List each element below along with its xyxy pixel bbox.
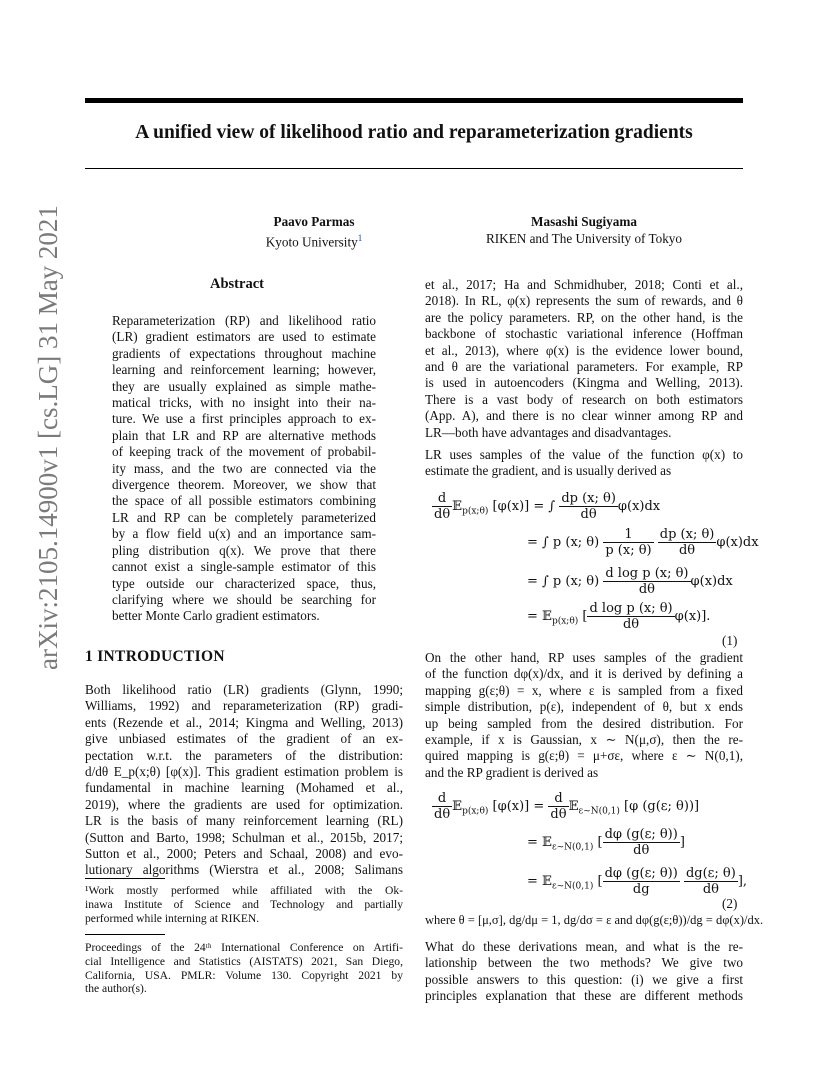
arxiv-sidebar-identifier: arXiv:2105.14900v1 [cs.LG] 31 May 2021 [33,205,63,670]
text-line: is used in autoencoders (Kingma and Welling, 2013). [425,375,743,391]
abstract-line: they are usually explained as simple mathe- [112,378,376,394]
text-line: et al., 2013), where φ(x) is the evidence lower bound, [425,342,743,358]
equation-1-line-2: = ∫ p (x; θ) $\frac{1}{p (x; \theta)}$ $\frac{dp (x; \theta)}{d\theta}$ φ(x)dx [527,527,759,558]
author-block-1 [164,213,464,250]
footnote-rule [85,878,165,879]
text-line: possible answers to this question: (i) we give a first [425,971,743,987]
title-top-rule [85,98,743,103]
abstract-heading: Abstract [210,276,264,292]
equation-2-number: (2) [722,896,738,911]
title-bottom-rule [85,168,743,169]
equation-1-line-4: = 𝔼$_{p(x;\theta)}$ [ $\frac{\text{d log p (x; θ)}}{d\theta}$ φ(x)]. [527,601,711,632]
intro-line: LR is the basis of many reinforcement learning (RL) [85,813,403,829]
abstract-line: gradients of expectations throughout machine [112,345,376,361]
abstract-line: type outside our characterized space, thus, [112,575,376,591]
abstract-line: clarifying where we should be searching for [112,591,376,607]
footnote-line: ¹Work mostly performed while affiliated with the Ok- [85,884,403,897]
intro-line: d/dθ E_p(x;θ) [φ(x)]. This gradient estimation problem is [85,764,403,780]
text-line: There is a vast body of research on both estimators [425,391,743,407]
equation-2-line-2: = 𝔼$_{\varepsilon\sim N(0,1)}$ [ $\frac{d\varphi (g(\varepsilon; \theta))}{d\theta}$ ] [527,827,685,858]
text-line: are the policy parameters. RP, on the other hand, is the [425,309,743,325]
abstract-line: divergence theorem. Moreover, we show that [112,477,376,493]
text-line: backbone of stochastic variational inference (Hoffman [425,326,743,342]
proceedings-line: cial Intelligence and Statistics (AISTATS) 2021, San Diego, [85,954,403,968]
text-line: example, if x is Gaussian, x ∼ N(μ,σ), then the re- [425,732,743,748]
text-line: lationship between the two methods? We give two [425,955,743,971]
abstract-line: plain that LR and RP are alternative methods [112,427,376,443]
abstract-line: of keeping track of the movement of probabil- [112,444,376,460]
abstract-line: matical tricks, with no insight into their na- [112,395,376,411]
footnote-line: inawa Institute of Science and Technology and partially [85,897,403,911]
intro-line: Williams, 1992) and reparameterization (RP) gradi- [85,698,403,714]
text-line: where θ = [μ,σ], dg/dμ = 1, dg/dσ = ε and dφ(g(ε;θ))/dg = dφ(x)/dx. [425,913,764,927]
text-line: simple distribution, p(ε), independent of θ, but x ends [425,699,743,715]
proceedings-line: the author(s). [85,982,147,996]
abstract-line: Reparameterization (RP) and likelihood ratio [112,313,376,328]
abstract-line: ity mass, and the two are connected via the [112,460,376,476]
equation-1-line-3: = ∫ p (x; θ) $\frac{\text{d log p (x; θ)}}{d\theta}$ φ(x)dx [527,566,733,597]
intro-line: fundamental in machine learning (Mohamed et al., [85,780,403,796]
text-line: estimate the gradient, and is usually derived as [425,463,672,479]
equation-2-line-1: $\frac{d}{d\theta}$ 𝔼$_{p(x;\theta)}$ [φ(x)] = $\frac{d}{d\theta}$ 𝔼$_{\varepsilon\sim N(0,1)}$ [φ (g(ε; θ))] [434,791,700,822]
equation-2-line-3: = 𝔼$_{\varepsilon\sim N(0,1)}$ [ $\frac{d\varphi (g(\varepsilon; \theta))}{dg}$ $\frac{dg(\varepsilon; \theta)}{d\theta}$ ], [527,866,748,897]
right-paragraph-1 [425,277,743,441]
abstract-line: the space of all possible estimators combining [112,493,376,509]
intro-line: (Sutton and Barto, 1998; Schulman et al., 2015b, 2017; [85,829,403,845]
abstract-line: ture. We use a first principles approach to ex- [112,411,376,427]
text-line: et al., 2017; Ha and Schmidhuber, 2018; Conti et al., [425,277,743,292]
proceedings-rule [85,934,165,935]
intro-line: 2019), where the gradients are used for optimization. [85,796,403,812]
intro-line: pectation w.r.t. the parameters of the distribution: [85,747,403,763]
abstract-line: by a flow field u(x) and an importance sam- [112,526,376,542]
intro-line: lutionary algorithms (Wierstra et al., 2008; Salimans [85,862,403,878]
author-name: Paavo Parmas [273,214,355,229]
abstract-line: learning and reinforcement learning; however, [112,362,376,378]
text-line: up being sampled from the desired distribution. For [425,715,743,731]
abstract-line: (LR) gradient estimators are used to estimate [112,329,376,345]
author-block-2 [434,213,734,247]
text-line: principles explanation that these are different methods [425,988,743,1004]
abstract-line: LR and RP can be completely parameterized [112,509,376,525]
abstract-line: pling distribution q(x). We prove that there [112,542,376,558]
footnote-mark[interactable]: 1 [357,233,363,243]
author-name: Masashi Sugiyama [531,214,637,229]
equation-2-where-clause [425,912,764,928]
text-line: (App. A), and there is no clear winner among RP and [425,408,743,424]
proceedings-note [85,941,403,996]
right-paragraph-3 [425,650,743,781]
abstract-line: cannot exist a single-sample estimator of this [112,559,376,575]
intro-line: Sutton et al., 2000; Peters and Schaal, 2008) and evo- [85,846,403,862]
text-line: What do these derivations mean, and what is the re- [425,939,743,954]
author-affiliation: Kyoto University$^1$ [265,233,363,250]
abstract-body [112,313,376,625]
proceedings-line: Proceedings of the 24ᵗʰ International Conference on Artifi- [85,941,403,954]
text-line: mapping g(ε;θ) = x, where ε is sampled from a fixed [425,682,743,698]
equation-1-number: (1) [722,633,738,648]
intro-line: Both likelihood ratio (LR) gradients (Glynn, 1990; [85,682,403,697]
paper-title: A unified view of likelihood ratio and reparameterization gradients [135,122,693,143]
text-line: of the function dφ(x)/dx, and it is derived by defining a [425,666,743,682]
text-line: LR—both have advantages and disadvantages. [425,424,672,440]
author-affiliation: RIKEN and The University of Tokyo [485,231,682,246]
right-paragraph-4 [425,939,743,1005]
abstract-line: better Monte Carlo gradient estimators. [112,608,320,624]
equation-1-line-1: $\frac{d}{d\theta}$ 𝔼$_{p(x;\theta)}$ [φ(x)] = ∫ $\frac{dp (x; \theta)}{d\theta}$ φ(x)dx [434,491,661,522]
text-line: and θ are the variational parameters. For example, RP [425,359,743,375]
footnote-line: performed while interning at RIKEN. [85,911,260,925]
intro-line: ents (Rezende et al., 2014; Kingma and Welling, 2013) [85,714,403,730]
text-line: On the other hand, RP uses samples of the gradient [425,650,743,665]
footnote [85,884,403,925]
text-line: 2018). In RL, φ(x) represents the sum of rewards, and θ [425,293,743,309]
proceedings-line: California, USA. PMLR: Volume 130. Copyright 2021 by [85,968,403,982]
intro-body [85,682,403,879]
text-line: LR uses samples of the value of the function φ(x) to [425,447,743,462]
right-paragraph-2 [425,447,743,480]
section-heading-introduction: 1 INTRODUCTION [85,648,225,665]
text-line: quired mapping is g(ε;θ) = μ+σε, where ε ∼ N(0,1), [425,748,743,764]
text-line: and the RP gradient is derived as [425,764,599,780]
intro-line: give unbiased estimates of the gradient of an ex- [85,731,403,747]
